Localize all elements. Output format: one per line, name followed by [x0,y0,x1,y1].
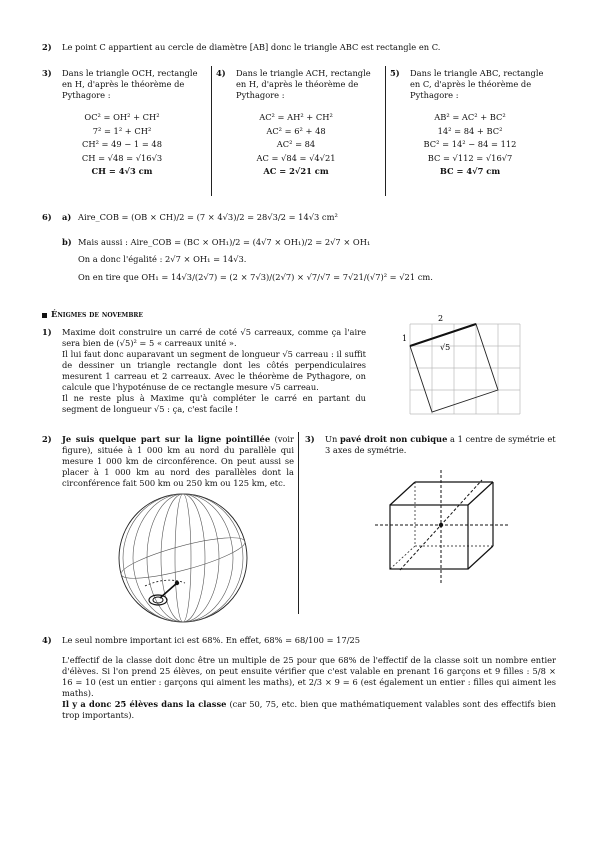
enigme4-text [62,655,556,721]
q3-equations [62,112,182,180]
q6-a-text: Aire_COB = (OB × CH)/2 = (7 × 4√3)/2 = 28√3/2 = 14√3 cm² [78,212,338,222]
enigme3-text [325,434,557,456]
enigme2-number: 2) [42,434,52,444]
equation-line: AB² = AC² + BC² [434,112,506,122]
meridians [123,494,243,622]
enigme4-number: 4) [42,635,52,645]
q5-equations [410,112,530,180]
label-2: 2 [438,314,444,323]
equator [118,530,248,586]
equation-line: CH = √48 = √16√3 [81,152,163,163]
q4-number: 4) [216,68,226,78]
q2-number: 2) [42,42,52,52]
cuboid-figure [370,470,520,590]
enigme1-text [62,327,366,415]
q4-intro: Dans le triangle ACH, rectangle en H, d'après le théorème de Pythagore : [236,68,371,100]
equation-line: AC² = 6² + 48 [266,125,326,136]
equation-line: 7² = 1² + CH² [92,125,152,136]
enigme1-p2: Il lui faut donc auparavant un segment de longueur √5 carreau : il suffit de dessiner un triangle rectangle dont les côtés perpendiculaires mesurent 1 carreau et 2 carreaux. Avec le théorème de Pythagore, on calcule que l'hypoténuse de ce rectangle mesure √5 carreau. [62,349,366,392]
q6-number: 6) [42,212,52,222]
enigme2-body: (voir figure), située à 1 000 km au nord du parallèle qui mesure 1 000 km de circonférence. On peut aussi se placer à 1 000 km au nord des parallèles dont la circonférence fait 500 km ou 250 km ou 125 km, etc. [62,434,295,488]
grid [410,324,520,414]
equation-line: BC² = 14² − 84 = 112 [423,139,517,149]
q6-b-line2: On a donc l'égalité : 2√7 × OH₁ = 14√3. [78,254,247,264]
equation-line: AC² = 84 [276,139,316,149]
q3-block [62,68,208,101]
equation-line: OC² = OH² + CH² [84,112,160,122]
q2-text: Le point C appartient au cercle de diamètre [AB] donc le triangle ABC est rectangle en C. [62,42,441,52]
position-dot [175,581,179,585]
q5-intro: Dans le triangle ABC, rectangle en C, d'après le théorème de Pythagore : [410,68,544,100]
enigme1-p3: Il ne reste plus à Maxime qu'à compléter le carré en partant du segment de longueur √5 : ça, c'est facile ! [62,393,366,414]
q6-b-line3: On en tire que OH₁ = 14√3/(2√7) = (2 × 7√3)/(2√7) × √7/√7 = 7√21/(√7)² = √21 cm. [78,272,433,282]
section-bullet [42,313,47,318]
enigme4-line1: Le seul nombre important ici est 68%. En effet, 68% = 68/100 = 17/25 [62,635,361,645]
q3-number: 3) [42,68,52,78]
enigme1-number: 1) [42,327,52,337]
q3-intro: Dans le triangle OCH, rectangle en H, d'après le théorème de Pythagore : [62,68,198,100]
enigme4-bold: Il y a donc 25 élèves dans la classe [62,699,227,709]
square-construction-figure [380,310,560,420]
column-divider [211,66,212,196]
column-divider [385,66,386,196]
equation-line: AC = √84 = √4√21 [256,152,336,163]
center-of-symmetry [439,523,443,527]
enigme4-tail: (car 50, 75, etc. bien que mathématiquement valables sont des effectifs bien trop importants). [62,699,556,720]
label-root5: √5 [440,343,451,352]
enigme3-number: 3) [305,434,315,444]
equation-line: AC² = AH² + CH² [259,112,333,122]
enigme1-p1: Maxime doit construire un carré de coté √5 carreaux, comme ça l'aire sera bien de (√5)² = 5 « carreaux unité ». [62,327,366,348]
equation-result: AC = 2√21 cm [263,166,329,176]
equation-result: BC = 4√7 cm [439,166,501,176]
section-title: Énigmes de novembre [51,309,143,319]
equation-result: CH = 4√3 cm [91,166,153,176]
enigme3-bold: pavé droit non cubique [339,434,448,444]
q5-block [410,68,556,101]
q4-block [236,68,382,101]
q4-equations [236,112,356,180]
enigme4-p2: L'effectif de la classe doit donc être un multiple de 25 pour que 68% de l'effectif de la classe soit un nombre entier d'élèves. Si l'on prend 25 élèves, on peut ensuite vérifier que c'est valable en prenant 16 garçons et 9 filles : 5/8 × 16 = 10 (est un entier : garçons qui aiment les maths), et 2/3 × 9 = 6 (est également un entier : filles qui aiment les maths). [62,655,556,698]
enigme2-bold: Je suis quelque part sur la ligne pointillée [62,434,271,444]
globe-figure [115,490,255,630]
q5-number: 5) [390,68,400,78]
equation-line: 14² = 84 + BC² [437,125,503,136]
enigme3-pre: Un [325,434,338,444]
q6-a-label: a) [62,212,72,222]
enigme2-text [62,434,294,489]
label-1: 1 [402,334,408,343]
equation-line: BC = √112 = √16√7 [427,152,513,163]
column-divider [298,432,299,614]
q6-b-line1: Mais aussi : Aire_COB = (BC × OH₁)/2 = (4√7 × OH₁)/2 = 2√7 × OH₁ [78,237,371,247]
q6-b-label: b) [62,237,72,247]
equation-line: CH² = 49 − 1 = 48 [82,139,162,149]
path-segment [160,583,177,598]
symmetry-axes [375,470,510,585]
enigme3-body: a 1 centre de symétrie et 3 axes de symétrie. [325,434,556,455]
